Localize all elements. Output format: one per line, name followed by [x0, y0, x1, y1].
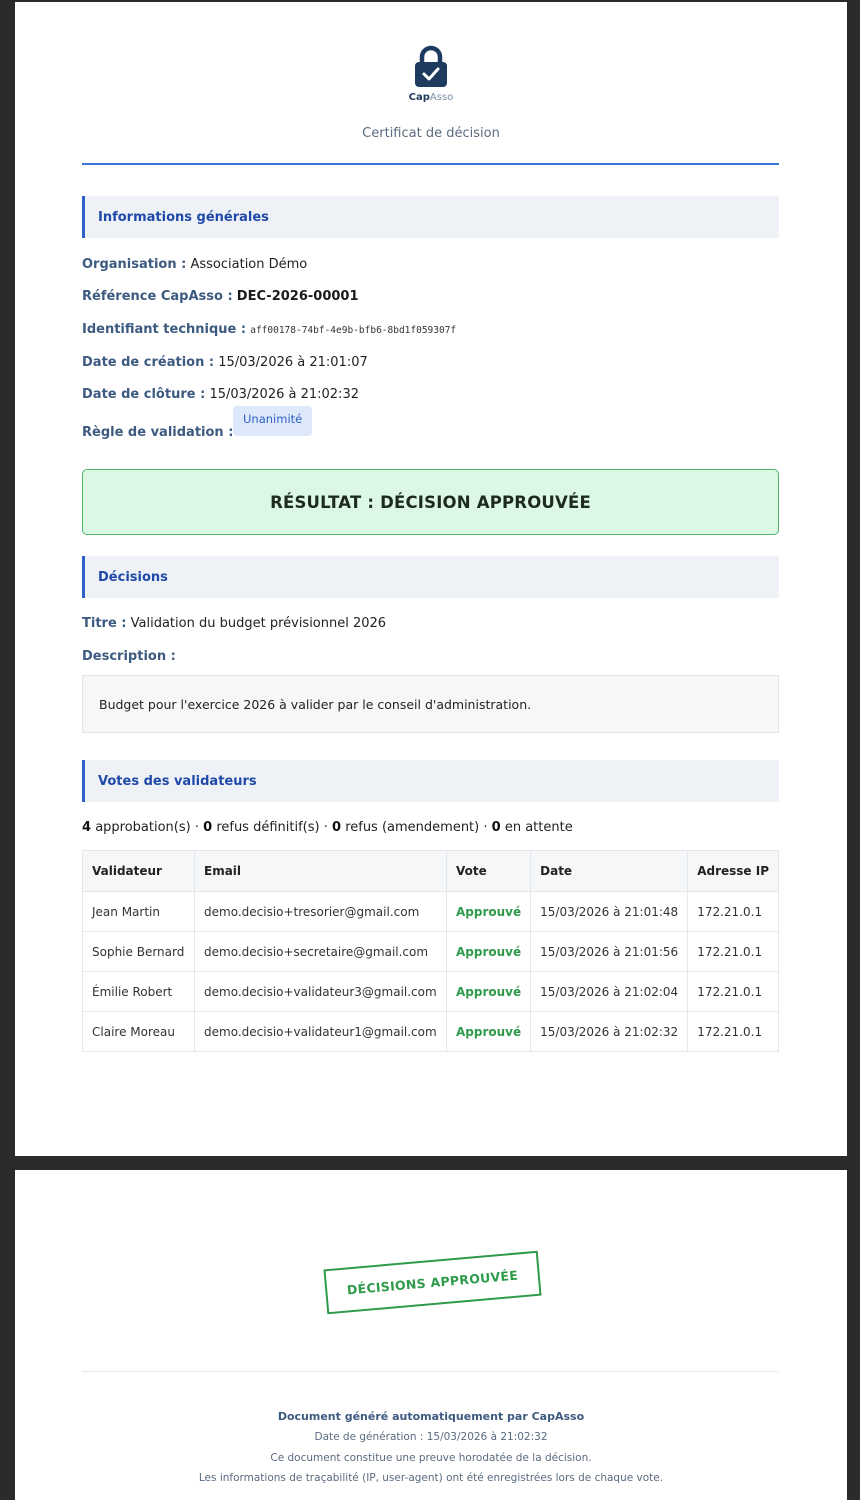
vote-date: 15/03/2026 à 21:02:04	[531, 972, 688, 1012]
field-validation-rule: Règle de validation :	[82, 425, 234, 440]
vote-status: Approuvé	[447, 1012, 531, 1052]
table-row	[83, 972, 779, 1012]
vote-ip: 172.21.0.1	[688, 892, 779, 932]
field-reference: Référence CapAsso : DEC-2026-00001	[82, 289, 359, 304]
table-row	[83, 892, 779, 932]
validator-name: Sophie Bernard	[83, 932, 195, 972]
footer-title: Document généré automatiquement par CapAsso	[277, 1410, 585, 1423]
section-title: Informations générales	[98, 210, 269, 225]
description-box: Budget pour l'exercice 2026 à valider par le conseil d'administration.	[82, 675, 779, 733]
field-closing-date: Date de clôture : 15/03/2026 à 21:02:32	[82, 387, 359, 402]
certificate-page-2	[15, 1170, 847, 1500]
field-description-label: Description :	[82, 649, 176, 664]
footer-traceability-note: Les informations de traçabilité (IP, user-agent) ont été enregistrées lors de chaque vote.	[198, 1472, 664, 1484]
section-title: Votes des validateurs	[98, 774, 257, 789]
table-row	[83, 932, 779, 972]
votes-table	[82, 850, 779, 1052]
column-header: Adresse IP	[688, 851, 779, 892]
validation-rule-badge: Unanimité	[233, 406, 312, 436]
field-creation-date: Date de création : 15/03/2026 à 21:01:07	[82, 355, 368, 370]
footer-proof-note: Ce document constitue une preuve horodatée de la décision.	[270, 1452, 592, 1464]
brand-name: CapAsso	[408, 92, 454, 103]
certificate-page-1	[15, 2, 847, 1156]
field-technical-id: Identifiant technique : aff00178-74bf-4e9b-bfb6-8bd1f059307f	[82, 322, 457, 337]
validator-name: Claire Moreau	[83, 1012, 195, 1052]
document-subtitle: Certificat de décision	[362, 126, 500, 141]
footer-divider	[82, 1371, 779, 1372]
section-title: Décisions	[98, 570, 168, 585]
table-header-row	[83, 851, 779, 892]
vote-date: 15/03/2026 à 21:01:56	[531, 932, 688, 972]
approved-stamp: DÉCISIONS APPROUVÉE	[323, 1251, 541, 1315]
column-header: Validateur	[83, 851, 195, 892]
section-general-info	[82, 196, 779, 238]
votes-summary: 4 approbation(s) · 0 refus définitif(s) · 0 refus (amendement) · 0 en attente	[82, 820, 573, 835]
field-organisation: Organisation : Association Démo	[82, 257, 308, 272]
table-row	[83, 1012, 779, 1052]
vote-ip: 172.21.0.1	[688, 932, 779, 972]
vote-date: 15/03/2026 à 21:01:48	[531, 892, 688, 932]
header-divider	[82, 163, 779, 165]
validator-email: demo.decisio+validateur1@gmail.com	[195, 1012, 447, 1052]
vote-status: Approuvé	[447, 932, 531, 972]
validator-name: Jean Martin	[83, 892, 195, 932]
validator-email: demo.decisio+tresorier@gmail.com	[195, 892, 447, 932]
footer-generation-date: Date de génération : 15/03/2026 à 21:02:32	[314, 1431, 548, 1443]
vote-ip: 172.21.0.1	[688, 972, 779, 1012]
vote-status: Approuvé	[447, 972, 531, 1012]
section-decisions	[82, 556, 779, 598]
padlock-logo-icon	[413, 45, 449, 89]
validator-name: Émilie Robert	[83, 972, 195, 1012]
validator-email: demo.decisio+secretaire@gmail.com	[195, 932, 447, 972]
column-header: Vote	[447, 851, 531, 892]
vote-date: 15/03/2026 à 21:02:32	[531, 1012, 688, 1052]
field-decision-title: Titre : Validation du budget prévisionnel 2026	[82, 616, 387, 631]
column-header: Email	[195, 851, 447, 892]
validator-email: demo.decisio+validateur3@gmail.com	[195, 972, 447, 1012]
section-votes	[82, 760, 779, 802]
vote-status: Approuvé	[447, 892, 531, 932]
vote-ip: 172.21.0.1	[688, 1012, 779, 1052]
column-header: Date	[531, 851, 688, 892]
result-banner: RÉSULTAT : DÉCISION APPROUVÉE	[82, 469, 779, 535]
